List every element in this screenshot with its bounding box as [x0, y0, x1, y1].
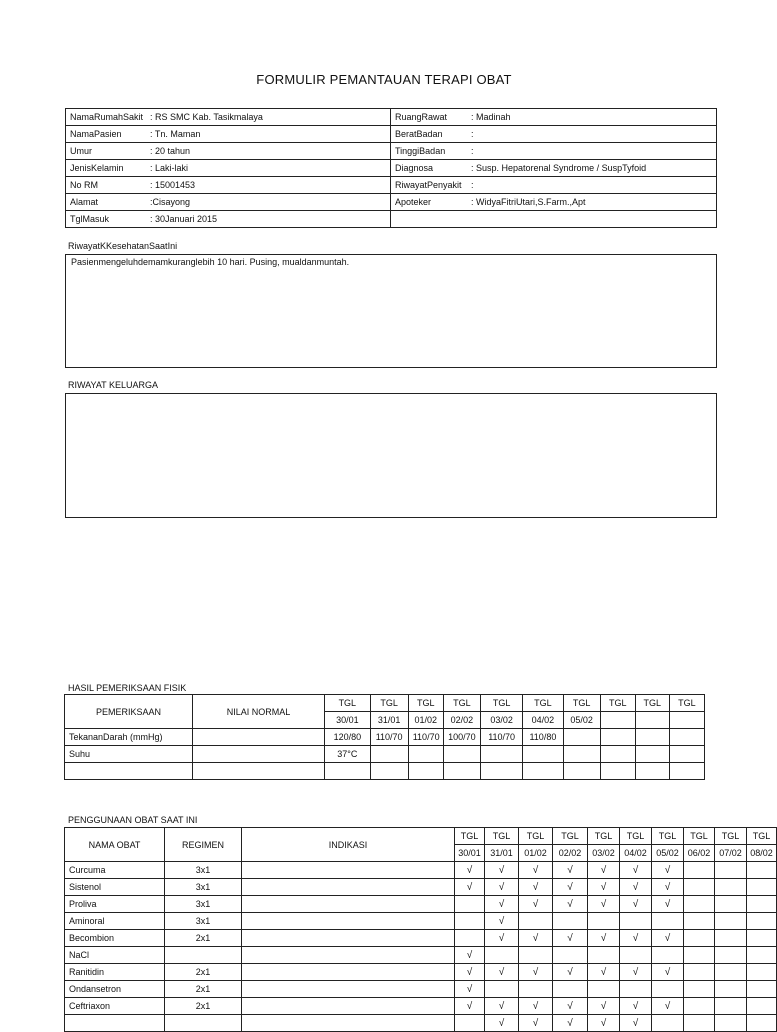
obat-row	[65, 879, 777, 896]
fisik-value	[669, 729, 704, 746]
info-row	[66, 211, 717, 228]
empty-check-cell	[715, 998, 747, 1015]
date-cell: 30/01	[455, 845, 485, 862]
info-value: :Cisayong	[150, 197, 191, 207]
check-mark-cell: √	[485, 930, 519, 947]
check-mark-cell: √	[455, 981, 485, 998]
info-value: : Madinah	[471, 112, 511, 122]
check-mark-cell: √	[588, 862, 620, 879]
empty-check-cell	[553, 947, 588, 964]
date-cell	[635, 712, 669, 729]
obat-regimen: 2x1	[165, 981, 242, 998]
fisik-value	[480, 746, 522, 763]
obat-name: Aminoral	[65, 913, 165, 930]
obat-row	[65, 930, 777, 947]
empty-check-cell	[455, 913, 485, 930]
date-cell: 30/01	[325, 712, 370, 729]
check-mark-cell: √	[553, 1015, 588, 1032]
info-label: RiwayatPenyakit	[395, 180, 462, 190]
info-label: Alamat	[70, 197, 99, 207]
info-value: : WidyaFitriUtari,S.Farm.,Apt	[471, 197, 586, 207]
obat-row	[65, 998, 777, 1015]
date-cell: 02/02	[443, 712, 480, 729]
empty-check-cell	[715, 964, 747, 981]
fisik-value	[635, 763, 669, 780]
fisik-value	[443, 746, 480, 763]
empty-check-cell	[620, 947, 652, 964]
obat-row	[65, 1015, 777, 1032]
info-cell-right	[391, 211, 717, 228]
date-cell: 04/02	[523, 712, 563, 729]
info-value: :	[471, 129, 474, 139]
check-mark-cell: √	[519, 1015, 553, 1032]
check-mark-cell: √	[553, 879, 588, 896]
tgl-header: TGL	[519, 828, 553, 845]
obat-indikasi	[242, 879, 455, 896]
pemeriksaan-name	[65, 763, 193, 780]
empty-check-cell	[684, 964, 715, 981]
check-mark-cell: √	[588, 1015, 620, 1032]
fisik-value	[600, 729, 635, 746]
info-cell-right	[391, 109, 717, 126]
tgl-header: TGL	[443, 695, 480, 712]
fisik-value	[480, 763, 522, 780]
date-cell: 06/02	[684, 845, 715, 862]
obat-indikasi	[242, 998, 455, 1015]
pemeriksaan-fisik-table	[64, 694, 705, 780]
obat-name: NaCl	[65, 947, 165, 964]
riwayat-kesehatan-box	[65, 254, 717, 368]
empty-check-cell	[684, 930, 715, 947]
empty-check-cell	[715, 862, 747, 879]
fisik-section-label: HASIL PEMERIKSAAN FISIK	[68, 683, 187, 693]
fisik-value: 37°C	[325, 746, 370, 763]
empty-check-cell	[455, 896, 485, 913]
info-row	[66, 194, 717, 211]
obat-regimen: 3x1	[165, 862, 242, 879]
check-mark-cell: √	[620, 862, 652, 879]
info-cell-right	[391, 126, 717, 143]
empty-check-cell	[455, 1015, 485, 1032]
obat-name: Ranitidin	[65, 964, 165, 981]
date-cell: 01/02	[519, 845, 553, 862]
info-label: NamaRumahSakit	[70, 112, 144, 122]
empty-check-cell	[684, 896, 715, 913]
fisik-header-row	[65, 695, 705, 712]
check-mark-cell: √	[620, 998, 652, 1015]
nilai-normal	[193, 746, 325, 763]
empty-check-cell	[747, 947, 777, 964]
tgl-header: TGL	[600, 695, 635, 712]
info-value: : Tn. Maman	[150, 129, 201, 139]
fisik-value: 110/80	[523, 729, 563, 746]
obat-row	[65, 862, 777, 879]
empty-check-cell	[715, 913, 747, 930]
check-mark-cell: √	[519, 930, 553, 947]
check-mark-cell: √	[620, 896, 652, 913]
obat-row	[65, 896, 777, 913]
obat-regimen	[165, 1015, 242, 1032]
obat-indikasi	[242, 947, 455, 964]
obat-indikasi	[242, 913, 455, 930]
check-mark-cell: √	[519, 862, 553, 879]
info-label: BeratBadan	[395, 129, 443, 139]
check-mark-cell: √	[455, 964, 485, 981]
fisik-row	[65, 763, 705, 780]
check-mark-cell: √	[652, 879, 684, 896]
fisik-value	[523, 763, 563, 780]
patient-info-table	[65, 108, 717, 228]
riwayat-keluarga-label: RIWAYAT KELUARGA	[68, 380, 159, 390]
date-cell	[669, 712, 704, 729]
date-cell: 31/01	[370, 712, 408, 729]
pemeriksaan-name: Suhu	[65, 746, 193, 763]
info-value: : Susp. Hepatorenal Syndrome / SuspTyfoid	[471, 163, 647, 173]
check-mark-cell: √	[519, 998, 553, 1015]
empty-check-cell	[684, 981, 715, 998]
fisik-value	[600, 746, 635, 763]
empty-check-cell	[652, 1015, 684, 1032]
check-mark-cell: √	[455, 998, 485, 1015]
check-mark-cell: √	[455, 862, 485, 879]
obat-indikasi	[242, 964, 455, 981]
empty-check-cell	[715, 896, 747, 913]
empty-check-cell	[715, 879, 747, 896]
check-mark-cell: √	[588, 964, 620, 981]
info-label: No RM	[70, 180, 99, 190]
tgl-header: TGL	[652, 828, 684, 845]
obat-name: Sistenol	[65, 879, 165, 896]
penggunaan-obat-table	[64, 827, 777, 1032]
empty-check-cell	[455, 930, 485, 947]
riwayat-keluarga-box	[65, 393, 717, 518]
obat-regimen	[165, 947, 242, 964]
fisik-value: 100/70	[443, 729, 480, 746]
empty-check-cell	[684, 862, 715, 879]
date-cell: 03/02	[588, 845, 620, 862]
date-cell: 05/02	[652, 845, 684, 862]
empty-check-cell	[485, 947, 519, 964]
obat-indikasi	[242, 930, 455, 947]
empty-check-cell	[588, 913, 620, 930]
obat-row	[65, 964, 777, 981]
obat-name: Proliva	[65, 896, 165, 913]
empty-check-cell	[553, 981, 588, 998]
tgl-header: TGL	[370, 695, 408, 712]
riwayat-keluarga-text	[66, 394, 716, 398]
col-pemeriksaan-header: PEMERIKSAAN	[65, 695, 193, 729]
nilai-normal	[193, 763, 325, 780]
fisik-value	[370, 746, 408, 763]
col-indikasi-header: INDIKASI	[242, 828, 455, 862]
info-label: TinggiBadan	[395, 146, 446, 156]
empty-check-cell	[652, 913, 684, 930]
check-mark-cell: √	[620, 930, 652, 947]
info-label: Apoteker	[395, 197, 432, 207]
obat-regimen: 2x1	[165, 998, 242, 1015]
info-label: Umur	[70, 146, 92, 156]
empty-check-cell	[652, 981, 684, 998]
info-value: : Laki-laki	[150, 163, 189, 173]
check-mark-cell: √	[553, 964, 588, 981]
obat-name: Becombion	[65, 930, 165, 947]
check-mark-cell: √	[455, 947, 485, 964]
check-mark-cell: √	[553, 862, 588, 879]
fisik-value	[635, 746, 669, 763]
check-mark-cell: √	[652, 862, 684, 879]
empty-check-cell	[588, 947, 620, 964]
date-cell: 04/02	[620, 845, 652, 862]
tgl-header: TGL	[523, 695, 563, 712]
obat-regimen: 2x1	[165, 964, 242, 981]
info-value: : 20 tahun	[150, 146, 191, 156]
info-label: Diagnosa	[395, 163, 434, 173]
tgl-header: TGL	[325, 695, 370, 712]
empty-check-cell	[715, 1015, 747, 1032]
check-mark-cell: √	[485, 896, 519, 913]
col-regimen-header: REGIMEN	[165, 828, 242, 862]
check-mark-cell: √	[485, 879, 519, 896]
check-mark-cell: √	[485, 862, 519, 879]
fisik-value	[408, 763, 443, 780]
info-row	[66, 143, 717, 160]
info-label: RuangRawat	[395, 112, 448, 122]
info-cell-left	[66, 194, 391, 211]
check-mark-cell: √	[553, 896, 588, 913]
info-label: TglMasuk	[70, 214, 110, 224]
check-mark-cell: √	[553, 930, 588, 947]
date-cell: 03/02	[480, 712, 522, 729]
obat-name: Curcuma	[65, 862, 165, 879]
check-mark-cell: √	[485, 998, 519, 1015]
riwayat-kesehatan-text: Pasienmengeluhdemamkuranglebih 10 hari. Pusing, mualdanmuntah.	[71, 257, 350, 267]
fisik-value	[523, 746, 563, 763]
tgl-header: TGL	[485, 828, 519, 845]
date-cell: 05/02	[563, 712, 600, 729]
date-cell: 07/02	[715, 845, 747, 862]
obat-row	[65, 947, 777, 964]
info-cell-left	[66, 109, 391, 126]
check-mark-cell: √	[652, 896, 684, 913]
obat-indikasi	[242, 896, 455, 913]
check-mark-cell: √	[588, 896, 620, 913]
fisik-value	[600, 763, 635, 780]
empty-check-cell	[747, 862, 777, 879]
obat-row	[65, 913, 777, 930]
empty-check-cell	[684, 998, 715, 1015]
obat-regimen: 3x1	[165, 913, 242, 930]
obat-header-row	[65, 828, 777, 845]
obat-row	[65, 981, 777, 998]
info-row	[66, 109, 717, 126]
fisik-value: 110/70	[408, 729, 443, 746]
empty-check-cell	[519, 981, 553, 998]
fisik-value	[443, 763, 480, 780]
obat-regimen: 3x1	[165, 879, 242, 896]
check-mark-cell: √	[485, 913, 519, 930]
empty-check-cell	[747, 896, 777, 913]
tgl-header: TGL	[480, 695, 522, 712]
obat-indikasi	[242, 981, 455, 998]
empty-check-cell	[747, 998, 777, 1015]
date-cell: 31/01	[485, 845, 519, 862]
empty-check-cell	[684, 879, 715, 896]
info-value: :	[471, 180, 474, 190]
info-cell-left	[66, 126, 391, 143]
obat-name: Ondansetron	[65, 981, 165, 998]
empty-check-cell	[519, 913, 553, 930]
check-mark-cell: √	[519, 879, 553, 896]
tgl-header: TGL	[669, 695, 704, 712]
date-cell: 02/02	[553, 845, 588, 862]
check-mark-cell: √	[455, 879, 485, 896]
fisik-value	[563, 729, 600, 746]
check-mark-cell: √	[485, 1015, 519, 1032]
empty-check-cell	[747, 930, 777, 947]
info-row	[66, 177, 717, 194]
fisik-value	[408, 746, 443, 763]
empty-check-cell	[747, 1015, 777, 1032]
empty-check-cell	[485, 981, 519, 998]
tgl-header: TGL	[684, 828, 715, 845]
fisik-value	[563, 746, 600, 763]
empty-check-cell	[652, 947, 684, 964]
tgl-header: TGL	[553, 828, 588, 845]
fisik-value	[370, 763, 408, 780]
empty-check-cell	[747, 964, 777, 981]
check-mark-cell: √	[620, 1015, 652, 1032]
tgl-header: TGL	[620, 828, 652, 845]
check-mark-cell: √	[519, 896, 553, 913]
info-value: : 30Januari 2015	[150, 214, 218, 224]
fisik-value: 110/70	[370, 729, 408, 746]
obat-indikasi	[242, 862, 455, 879]
empty-check-cell	[684, 913, 715, 930]
fisik-value	[669, 763, 704, 780]
date-cell	[600, 712, 635, 729]
tgl-header: TGL	[635, 695, 669, 712]
nilai-normal	[193, 729, 325, 746]
check-mark-cell: √	[588, 930, 620, 947]
info-cell-left	[66, 211, 391, 228]
check-mark-cell: √	[652, 964, 684, 981]
check-mark-cell: √	[519, 964, 553, 981]
info-cell-left	[66, 160, 391, 177]
empty-check-cell	[620, 913, 652, 930]
tgl-header: TGL	[747, 828, 777, 845]
empty-check-cell	[747, 981, 777, 998]
info-label: NamaPasien	[70, 129, 122, 139]
check-mark-cell: √	[652, 998, 684, 1015]
fisik-value	[635, 729, 669, 746]
obat-name: Ceftriaxon	[65, 998, 165, 1015]
info-cell-right	[391, 143, 717, 160]
info-row	[66, 126, 717, 143]
col-nama-obat-header: NAMA OBAT	[65, 828, 165, 862]
empty-check-cell	[715, 981, 747, 998]
info-value: :	[471, 146, 474, 156]
info-cell-right	[391, 194, 717, 211]
date-cell: 08/02	[747, 845, 777, 862]
obat-indikasi	[242, 1015, 455, 1032]
tgl-header: TGL	[563, 695, 600, 712]
empty-check-cell	[747, 913, 777, 930]
fisik-row	[65, 729, 705, 746]
empty-check-cell	[684, 947, 715, 964]
info-value: : RS SMC Kab. Tasikmalaya	[150, 112, 263, 122]
check-mark-cell: √	[620, 879, 652, 896]
tgl-header: TGL	[408, 695, 443, 712]
info-value: : 15001453	[150, 180, 196, 190]
fisik-row	[65, 746, 705, 763]
obat-regimen: 3x1	[165, 896, 242, 913]
obat-regimen: 2x1	[165, 930, 242, 947]
tgl-header: TGL	[588, 828, 620, 845]
empty-check-cell	[620, 981, 652, 998]
empty-check-cell	[747, 879, 777, 896]
info-cell-left	[66, 143, 391, 160]
info-cell-right	[391, 160, 717, 177]
check-mark-cell: √	[620, 964, 652, 981]
fisik-value	[563, 763, 600, 780]
fisik-value	[669, 746, 704, 763]
fisik-value: 110/70	[480, 729, 522, 746]
empty-check-cell	[553, 913, 588, 930]
date-cell: 01/02	[408, 712, 443, 729]
info-cell-right	[391, 177, 717, 194]
tgl-header: TGL	[455, 828, 485, 845]
form-title: FORMULIR PEMANTAUAN TERAPI OBAT	[256, 72, 512, 87]
check-mark-cell: √	[485, 964, 519, 981]
check-mark-cell: √	[553, 998, 588, 1015]
info-cell-left	[66, 177, 391, 194]
tgl-header: TGL	[715, 828, 747, 845]
empty-check-cell	[715, 947, 747, 964]
obat-section-label: PENGGUNAAN OBAT SAAT INI	[68, 815, 198, 825]
check-mark-cell: √	[588, 879, 620, 896]
col-nilai-normal-header: NILAI NORMAL	[193, 695, 325, 729]
check-mark-cell: √	[652, 930, 684, 947]
empty-check-cell	[519, 947, 553, 964]
check-mark-cell: √	[588, 998, 620, 1015]
obat-name	[65, 1015, 165, 1032]
empty-check-cell	[588, 981, 620, 998]
info-row	[66, 160, 717, 177]
fisik-value: 120/80	[325, 729, 370, 746]
pemeriksaan-name: TekananDarah (mmHg)	[65, 729, 193, 746]
empty-check-cell	[715, 930, 747, 947]
fisik-value	[325, 763, 370, 780]
empty-check-cell	[684, 1015, 715, 1032]
info-label: JenisKelamin	[70, 163, 124, 173]
riwayat-kesehatan-label: RiwayatKKesehatanSaatIni	[68, 241, 178, 251]
